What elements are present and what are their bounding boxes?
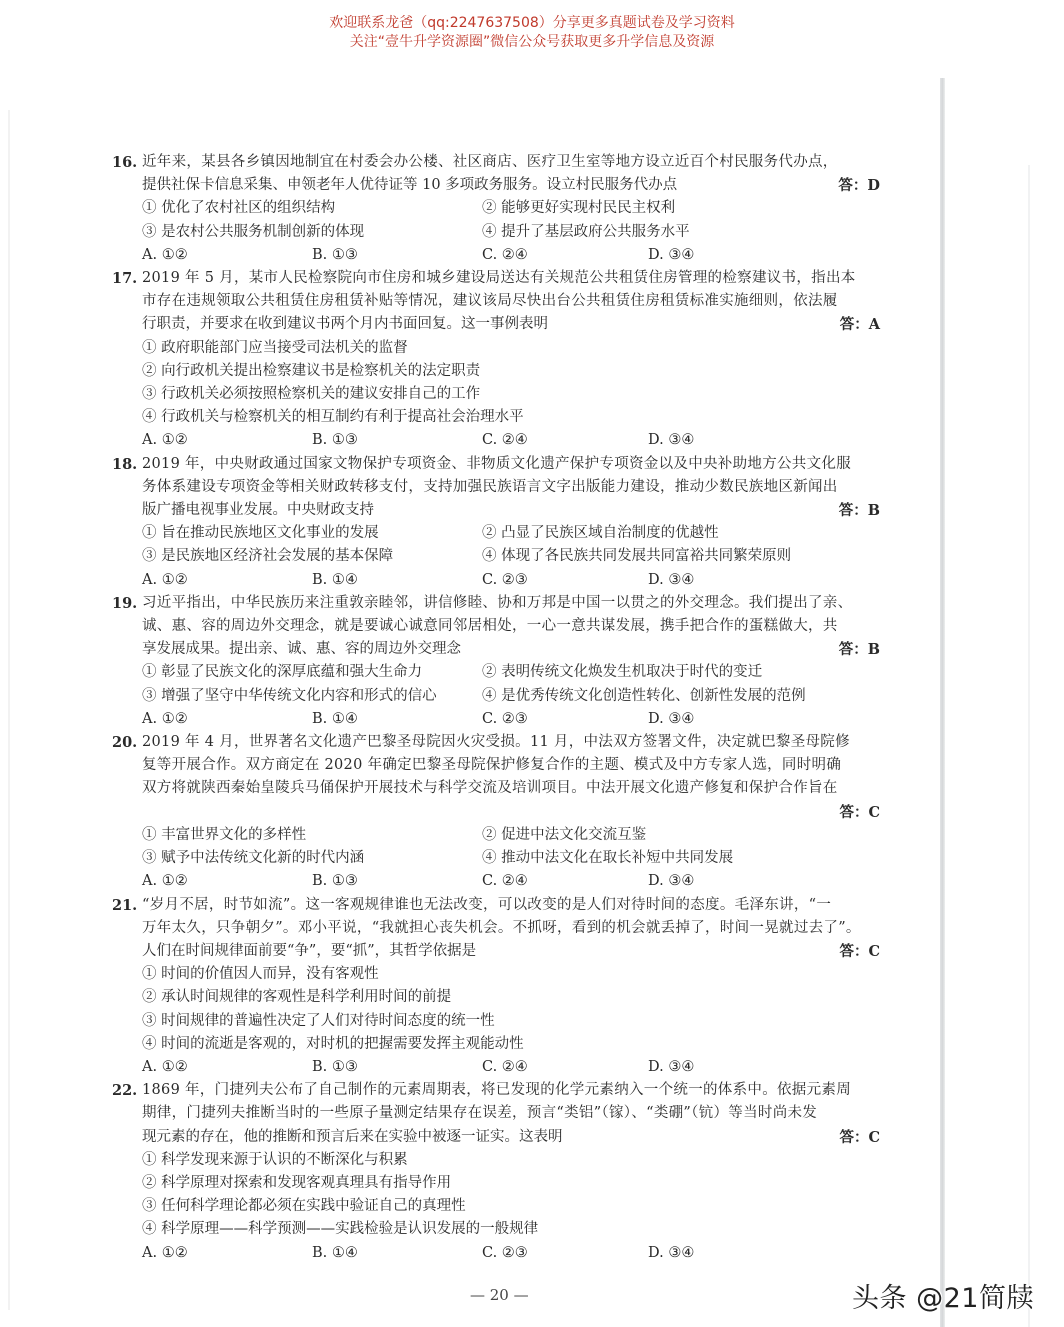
- statement-option: ② 凸显了民族区域自治制度的优越性: [482, 525, 719, 542]
- answer-choice: B. ①③: [312, 432, 358, 449]
- banner-line-2: 关注“壹牛升学资源圈”微信公众号获取更多升学信息及资源: [349, 34, 715, 50]
- banner-line-1: 欢迎联系龙爸（qq:2247637508）分享更多真题试卷及学习资料: [329, 15, 735, 31]
- question-number: 21.: [112, 896, 138, 914]
- answer-choice: A. ①②: [142, 710, 188, 727]
- page-binding-shadow: [940, 78, 945, 1327]
- answer-choices: [112, 708, 890, 731]
- question-stem-line: 市存在违规领取公共租赁住房租赁补贴等情况，建议该局尽快出台公共租赁住房租赁标准实施细则，依法履: [142, 293, 838, 310]
- statement-option: ④ 提升了基层政府公共服务水平: [482, 223, 690, 240]
- statement-option: ④ 推动中法文化在取长补短中共同发展: [482, 850, 734, 867]
- statement-option: ④ 时间的流逝是客观的，对时机的把握需要发挥主观能动性: [142, 1035, 524, 1052]
- answer-choice: C. ②④: [482, 1058, 528, 1075]
- question-number: 19.: [112, 594, 138, 612]
- answer-key: 答：B: [838, 502, 880, 520]
- answer-choices: [112, 569, 890, 592]
- promo-banner: [0, 14, 1064, 52]
- answer-choice: A. ①②: [142, 246, 188, 263]
- question-first-line: [112, 151, 890, 174]
- answer-choice: D. ③④: [648, 710, 695, 727]
- question-first-line: [112, 267, 890, 290]
- statement-options: [112, 661, 890, 707]
- answer-choice: B. ①③: [312, 246, 358, 263]
- question-stem-last-line: [112, 940, 890, 963]
- question-stem-line: 1869 年，门捷列夫公布了自己制作的元素周期表，将已发现的化学元素纳入一个统一的体系中。依据元素周: [142, 1082, 852, 1099]
- statement-option: ③ 任何科学理论都必须在实践中验证自己的真理性: [142, 1198, 466, 1215]
- answer-choice: C. ②③: [482, 710, 528, 727]
- question-stem-last-line: [112, 499, 890, 522]
- question-stem-line: 2019 年，中央财政通过国家文物保护专项资金、非物质文化遗产保护专项资金以及中央补助地方公共文化服: [142, 455, 852, 472]
- question-number: 16.: [112, 154, 138, 171]
- statement-option: ④ 体现了各民族共同发展共同富裕共同繁荣原则: [482, 548, 792, 565]
- stem-text: 版广播电视事业发展。中央财政支持: [142, 502, 374, 519]
- answer-key: 答：C: [839, 803, 880, 821]
- answer-key: 答：B: [838, 641, 880, 659]
- answer-choice: C. ②④: [482, 432, 528, 449]
- question-number: 20.: [112, 734, 138, 752]
- answer-choices: [112, 244, 890, 267]
- question-16: [112, 151, 890, 267]
- question-18: [112, 453, 890, 592]
- question-stem-line: 习近平指出，中华民族历来注重敦亲睦邻，讲信修睦、协和万邦是中国一以贯之的外交理念。我们提出了亲、: [142, 594, 853, 611]
- answer-choice: D. ③④: [648, 1244, 695, 1261]
- answer-key: 答：D: [838, 177, 880, 195]
- statement-option: ① 时间的价值因人而异，没有客观性: [142, 966, 379, 983]
- answer-choice: D. ③④: [648, 246, 695, 263]
- statement-option: ④ 行政机关与检察机关的相互制约有利于提高社会治理水平: [142, 409, 524, 426]
- question-first-line: [112, 731, 890, 754]
- answer-choice: B. ①④: [312, 1244, 358, 1261]
- answer-key: 答：A: [839, 316, 880, 334]
- statement-option: ③ 行政机关必须按照检察机关的建议安排自己的工作: [142, 386, 481, 403]
- statement-option: ③ 增强了坚守中华传统文化内容和形式的信心: [142, 687, 437, 704]
- answer-choice: D. ③④: [648, 571, 695, 588]
- question-stem-last-line: [112, 313, 890, 336]
- stem-text: 人们在时间规律面前要“争”，要“抓”，其哲学依据是: [142, 942, 477, 959]
- answer-choice: A. ①②: [142, 1244, 188, 1261]
- answer-choices: [112, 1056, 890, 1079]
- statement-option: ② 能够更好实现村民民主权利: [482, 200, 676, 217]
- page-number: — 20 —: [470, 1286, 529, 1304]
- question-stem-last-line: [112, 638, 890, 661]
- statement-option: ① 旨在推动民族地区文化事业的发展: [142, 525, 379, 542]
- answer-choice: A. ①②: [142, 571, 188, 588]
- question-first-line: [112, 453, 890, 476]
- answer-choice: A. ①②: [142, 873, 188, 890]
- statement-option: ① 丰富世界文化的多样性: [142, 826, 307, 843]
- answer-choice: B. ①④: [312, 710, 358, 727]
- question-stem-line: 2019 年 4 月，世界著名文化遗产巴黎圣母院因火灾受损。11 月，中法双方签署文件，决定就巴黎圣母院修: [142, 734, 850, 751]
- stem-text: 现元素的存在，他的推断和预言后来在实验中被逐一证实。这表明: [142, 1128, 563, 1145]
- statement-options: [112, 522, 890, 568]
- answer-choice: C. ②③: [482, 571, 528, 588]
- question-first-line: [112, 1079, 890, 1102]
- question-stem-line: 期律，门捷列夫推断当时的一些原子量测定结果存在误差，预言“类铝”（镓）、“类硼”（钪）等当时尚未发: [142, 1105, 818, 1122]
- statement-option: ② 承认时间规律的客观性是科学利用时间的前提: [142, 989, 452, 1006]
- answer-choice: A. ①②: [142, 1058, 188, 1075]
- answer-choices: [112, 870, 890, 893]
- page-edge-right: [1028, 165, 1030, 1327]
- statement-option: ④ 科学原理——科学预测——实践检验是认识发展的一般规律: [142, 1221, 539, 1238]
- answer-key: 答：C: [839, 1128, 880, 1146]
- statement-option: ① 彰显了民族文化的深厚底蕴和强大生命力: [142, 664, 423, 681]
- statement-option: ③ 是民族地区经济社会发展的基本保障: [142, 548, 394, 565]
- statement-option: ③ 是农村公共服务机制创新的体现: [142, 223, 365, 240]
- answer-choice: C. ②④: [482, 246, 528, 263]
- statement-option: ② 向行政机关提出检察建议书是检察机关的法定职责: [142, 362, 481, 379]
- answer-choice: C. ②④: [482, 873, 528, 890]
- question-stem-line: 务体系建设专项资金等相关财政转移支付，支持加强民族语言文字出版能力建设，推动少数民族地区新闻出: [142, 478, 838, 495]
- question-stem-line: “岁月不居，时节如流”。这一客观规律谁也无法改变，可以改变的是人们对待时间的态度。毛泽东讲，“一: [142, 896, 832, 913]
- statement-option: ② 促进中法文化交流互鉴: [482, 826, 647, 843]
- statement-option: ② 科学原理对探索和发现客观真理具有指导作用: [142, 1174, 452, 1191]
- question-22: [112, 1079, 890, 1265]
- answer-choice: D. ③④: [648, 432, 695, 449]
- answer-choices: [112, 429, 890, 452]
- question-number: 18.: [112, 455, 138, 473]
- question-stem-line: 双方将就陕西秦始皇陵兵马俑保护开展技术与科学交流及培训项目。中法开展文化遗产修复和保护合作旨在: [142, 780, 838, 797]
- question-stem-line: 2019 年 5 月，某市人民检察院向市住房和城乡建设局送达有关规范公共租赁住房管理的检察建议书，指出本: [142, 270, 856, 287]
- statement-option: ① 优化了农村社区的组织结构: [142, 200, 336, 217]
- answer-key: 答：C: [839, 942, 880, 960]
- statement-option: ① 科学发现来源于认识的不断深化与积累: [142, 1151, 408, 1168]
- statement-option: ③ 赋予中法传统文化新的时代内涵: [142, 850, 365, 867]
- statement-option: ① 政府职能部门应当接受司法机关的监督: [142, 339, 408, 356]
- question-stem-last-line: [112, 1126, 890, 1149]
- question-stem-line: 万年太久，只争朝夕”。邓小平说，“我就担心丧失机会。不抓呀，看到的机会就丢掉了，时间一晃就过去了”。: [142, 919, 861, 936]
- question-stem-line: 诚、惠、容的周边外交理念，就是要诚心诚意同邻居相处，一心一意共谋发展，携手把合作的蛋糕做大，共: [142, 618, 838, 635]
- question-17: [112, 267, 890, 453]
- answer-choice: B. ①③: [312, 873, 358, 890]
- question-list: [112, 151, 890, 1265]
- answer-choice: C. ②③: [482, 1244, 528, 1261]
- question-stem-line: 近年来，某县各乡镇因地制宜在村委会办公楼、社区商店、医疗卫生室等地方设立近百个村民服务代办点，: [142, 154, 838, 170]
- question-21: [112, 894, 890, 1080]
- answer-choice: A. ①②: [142, 432, 188, 449]
- statement-options: [112, 824, 890, 870]
- scan-edge-left: [8, 110, 10, 1310]
- question-number: 17.: [112, 270, 138, 288]
- question-stem-line: 复等开展合作。双方商定在 2020 年确定巴黎圣母院保护修复合作的主题、模式及中方专家人选，同时明确: [142, 757, 842, 774]
- statement-option: ④ 是优秀传统文化创造性转化、创新性发展的范例: [482, 687, 806, 704]
- answer-choice: D. ③④: [648, 873, 695, 890]
- statement-option: ③ 时间规律的普遍性决定了人们对待时间态度的统一性: [142, 1012, 495, 1029]
- answer-choice: B. ①③: [312, 1058, 358, 1075]
- answer-choice: B. ①④: [312, 571, 358, 588]
- answer-choice: D. ③④: [648, 1058, 695, 1075]
- question-19: [112, 592, 890, 731]
- stem-text: 提供社保卡信息采集、申领老年人优待证等 10 多项政务服务。设立村民服务代办点: [142, 177, 678, 194]
- question-stem-last-line: [112, 174, 890, 197]
- stem-text: 享发展成果。提出亲、诚、惠、容的周边外交理念: [142, 641, 461, 658]
- statement-options: [112, 197, 890, 243]
- answer-choices: [112, 1242, 890, 1265]
- question-first-line: [112, 592, 890, 615]
- question-number: 22.: [112, 1082, 138, 1100]
- question-first-line: [112, 894, 890, 917]
- source-watermark: 头条 @21简牍: [852, 1283, 1034, 1314]
- statement-option: ② 表明传统文化焕发生机取决于时代的变迁: [482, 664, 763, 681]
- stem-text: 行职责，并要求在收到建议书两个月内书面回复。这一事例表明: [142, 316, 548, 333]
- question-20: [112, 731, 890, 893]
